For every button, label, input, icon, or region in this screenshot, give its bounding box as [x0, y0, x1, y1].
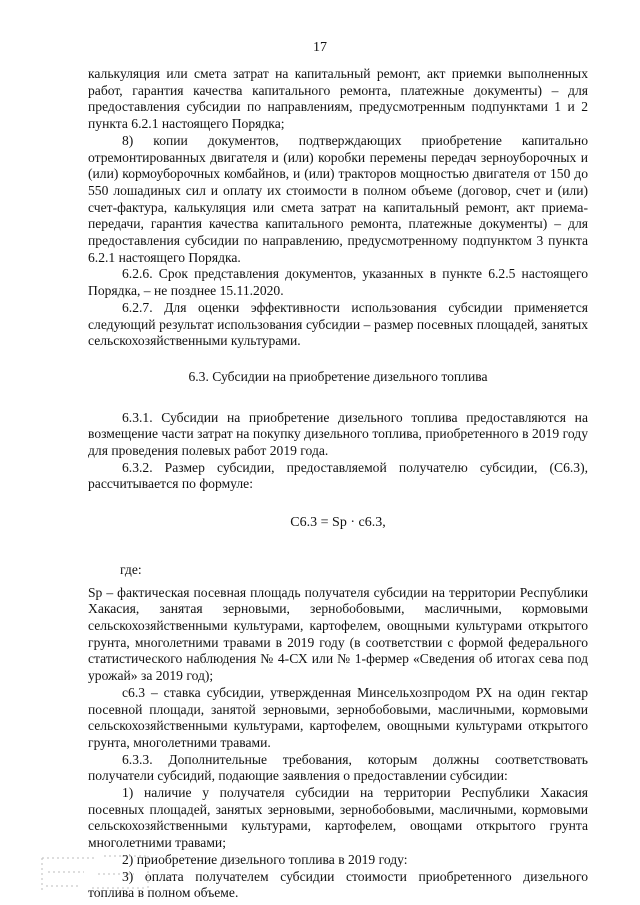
- requirement-2: 2) приобретение дизельного топлива в 2019 году:: [122, 851, 408, 867]
- document-body: [88, 66, 588, 902]
- faint-stamp-mark: [38, 852, 156, 894]
- requirement-3: 3) оплата получателем субсидии стоимости приобретенного дизельного топлива в полном объеме.: [88, 868, 588, 901]
- where-label: где:: [120, 561, 142, 577]
- formula: С6.3 = Sp · c6.3,: [290, 515, 386, 531]
- definition-sp: Sp – фактическая посевная площадь получателя субсидии на территории Республики Хакасия, занятая зерновыми, зернобобовыми, масличными, кормовыми сельскохозяйственными культурами, картофелем, овощными культурами открытого грунта, многолетними травами в 2019 году (в соответствии с формой федерального статистического наблюдения № 4-СХ или № 1-фермер «Сведения об итогах сева под урожай» за 2019 год);: [88, 584, 588, 684]
- paragraph-6-3-2: 6.3.2. Размер субсидии, предоставляемой получателю субсидии, (С6.3), рассчитывается по формуле:: [88, 459, 588, 492]
- paragraph-6-2-6: 6.2.6. Срок представления документов, указанных в пункте 6.2.5 настоящего Порядка, – не позднее 15.11.2020.: [88, 266, 588, 299]
- paragraph-6-2-7: 6.2.7. Для оценки эффективности использования субсидии применяется следующий результат использования субсидии – размер посевных площадей, занятых сельскохозяйственными культурами.: [88, 299, 588, 349]
- definition-c63: c6.3 – ставка субсидии, утвержденная Минсельхозпродом РХ на один гектар посевной площади, занятой зерновыми, зернобобовыми, масличными, кормовыми сельскохозяйственными культурами, картофелем, овощными культурами открытого грунта, многолетними травами.: [88, 684, 588, 750]
- paragraph-continuation: калькуляция или смета затрат на капитальный ремонт, акт приемки выполненных работ, гарантия качества капитального ремонта, платежные документы) – для предоставления субсидии по направлениям, предусмотренным подпунктами 1 и 2 пункта 6.2.1 настоящего Порядка;: [88, 66, 588, 132]
- requirement-1: 1) наличие у получателя субсидии на территории Республики Хакасия посевных площадей, занятых зерновыми, зернобобовыми, масличными, кормовыми сельскохозяйственными культурами, картофелем, овощами открытого грунта многолетними травами;: [88, 785, 588, 851]
- paragraph-6-3-1: 6.3.1. Субсидии на приобретение дизельного топлива предоставляются на возмещение части затрат на покупку дизельного топлива, приобретенного в 2019 году для проведения полевых работ 2019 года.: [88, 409, 588, 459]
- section-heading-6-3: 6.3. Субсидии на приобретение дизельного топлива: [188, 368, 488, 384]
- paragraph-6-3-3: 6.3.3. Дополнительные требования, которым должны соответствовать получатели субсидий, подающие заявления о предоставлении субсидии:: [88, 751, 588, 784]
- page-number: 17: [313, 40, 327, 55]
- paragraph-item-8: 8) копии документов, подтверждающих приобретение капитально отремонтированных двигателя и (или) коробки перемены передач зерноуборочных и (или) кормоуборочных комбайнов, и (или) тракторов мощностью двигателя от 150 до 550 лошадиных сил и оплату их стоимости в полном объеме (договор, счет и (или) счет-фактура, калькуляция или смета затрат на капитальный ремонт, акт приема-передачи, гарантия качества капитального ремонта, платежные документы) – для предоставления субсидии по направлению, предусмотренному подпунктом 3 пункта 6.2.1 настоящего Порядка.: [88, 132, 588, 265]
